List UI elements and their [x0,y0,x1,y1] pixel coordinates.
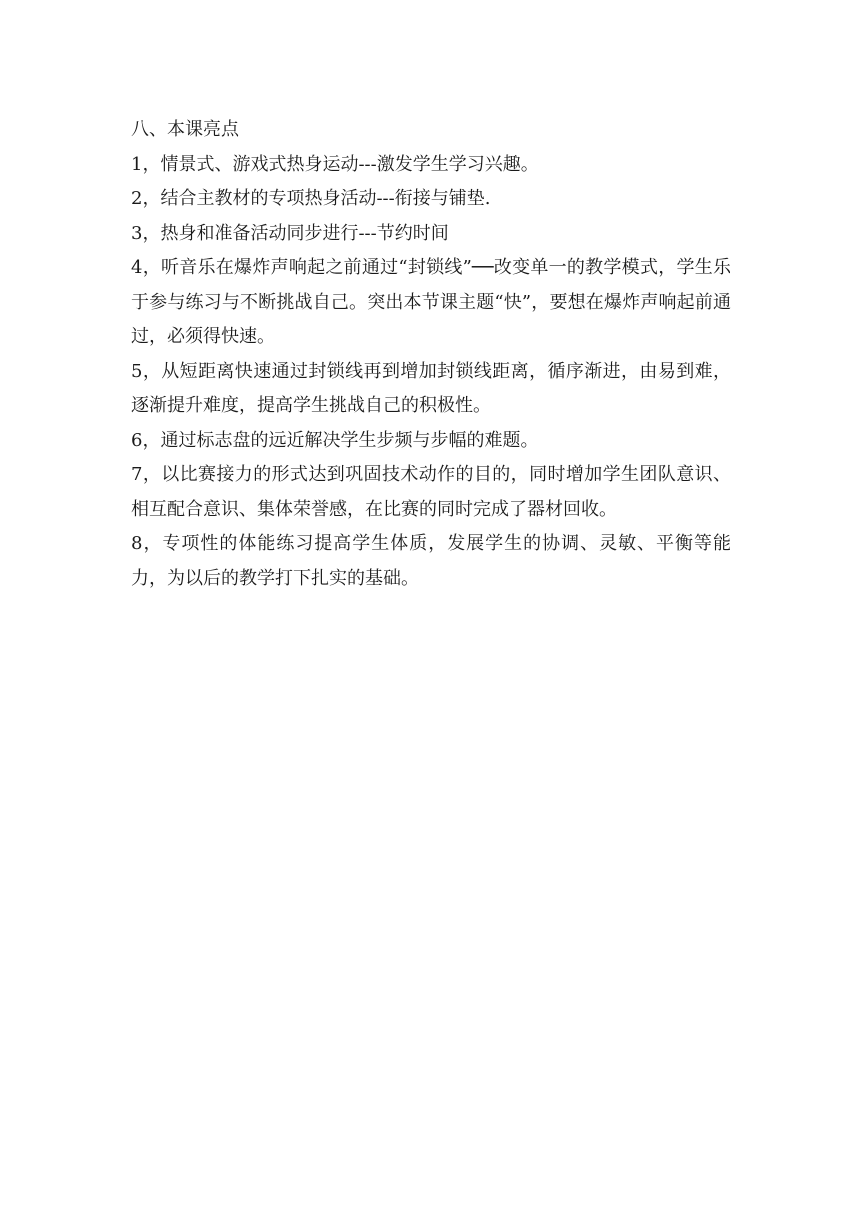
highlight-item-4: 4，听音乐在爆炸声响起之前通过“封锁线”──改变单一的教学模式，学生乐于参与练习与不断挑战自己。突出本节课主题“快”，要想在爆炸声响起前通过，必须得快速。 [131,257,731,347]
document-body [131,113,731,596]
section-heading: 八、本课亮点 [131,119,239,140]
highlight-item-3: 3，热身和准备活动同步进行---节约时间 [131,222,449,244]
highlight-item-7: 7，以比赛接力的形式达到巩固技术动作的目的，同时增加学生团队意识、相互配合意识、集体荣誉感，在比赛的同时完成了器材回收。 [131,464,731,520]
highlight-item-2: 2，结合主教材的专项热身活动---衔接与铺垫. [131,188,491,209]
highlight-item-8: 8，专项性的体能练习提高学生体质，发展学生的协调、灵敏、平衡等能力，为以后的教学打下扎实的基础。 [131,533,731,589]
highlight-item-6: 6，通过标志盘的远近解决学生步频与步幅的难题。 [131,429,539,451]
highlight-item-5: 5，从短距离快速通过封锁线再到增加封锁线距离，循序渐进，由易到难，逐渐提升难度，提高学生挑战自己的积极性。 [131,360,731,416]
highlight-item-1: 1，情景式、游戏式热身运动---激发学生学习兴趣。 [131,153,539,175]
